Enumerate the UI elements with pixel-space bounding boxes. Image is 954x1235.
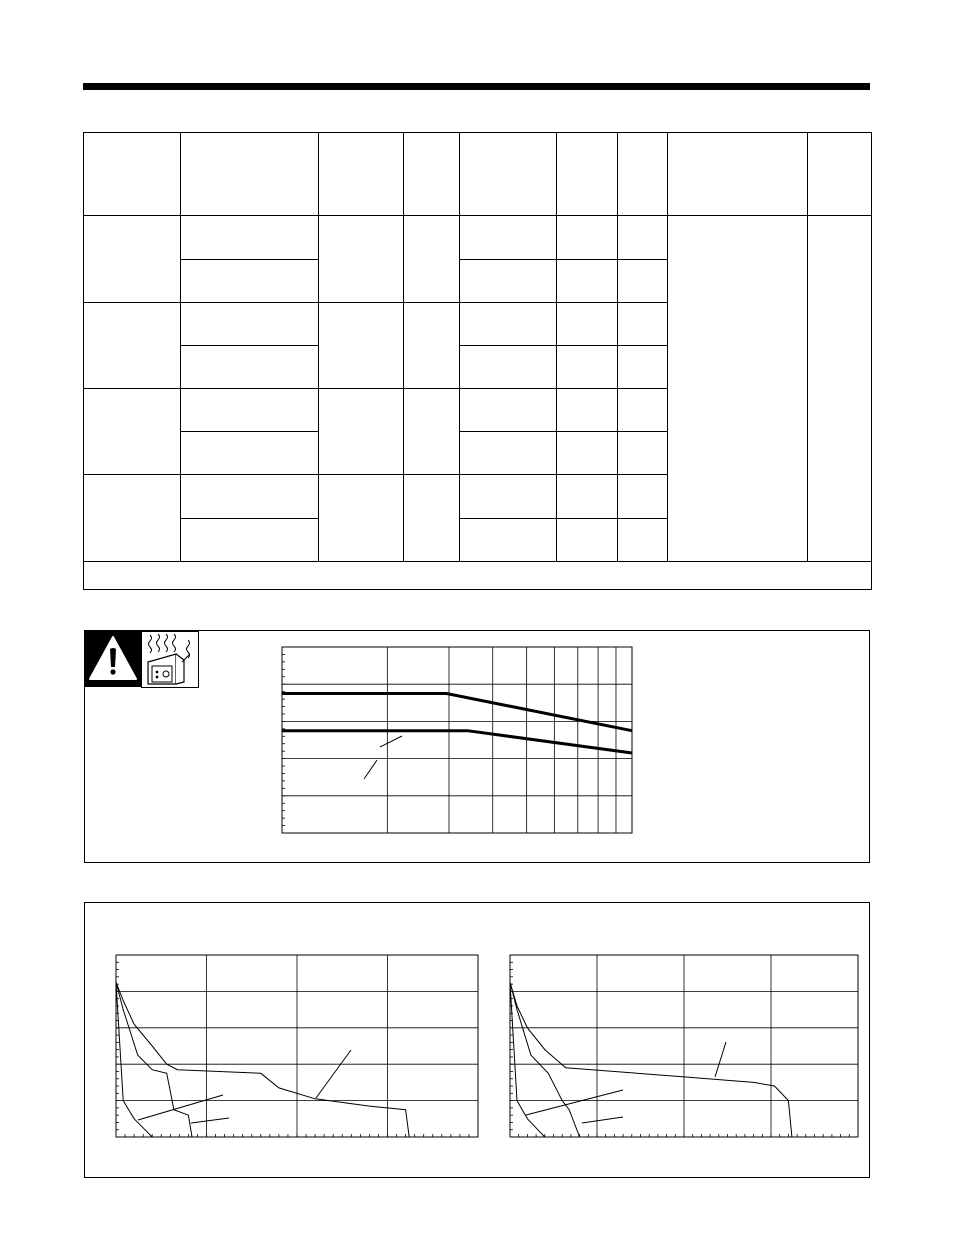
table-cell-merged xyxy=(808,216,872,562)
table-cell xyxy=(404,475,460,561)
table-row xyxy=(84,216,872,259)
table-cell xyxy=(460,302,557,345)
table-cell xyxy=(181,518,319,561)
model-cell xyxy=(84,475,181,561)
table-cell xyxy=(557,432,618,475)
volt-ampere-curve xyxy=(510,982,580,1137)
table-cell xyxy=(404,302,460,388)
table-cell xyxy=(181,216,319,259)
volt-ampere-curve xyxy=(510,982,792,1137)
table-cell xyxy=(460,518,557,561)
table-footnote xyxy=(84,561,872,589)
header-cell xyxy=(808,133,872,216)
volt-ampere-curve xyxy=(116,982,192,1137)
table-cell xyxy=(557,475,618,518)
table-cell xyxy=(181,259,319,302)
header-cell xyxy=(618,133,668,216)
table-cell xyxy=(618,216,668,259)
table-cell xyxy=(181,302,319,345)
header-cell xyxy=(181,133,319,216)
table-cell xyxy=(181,345,319,388)
overheating-equipment-icon xyxy=(141,631,199,688)
duty-cycle-series-line xyxy=(282,694,632,731)
table-cell xyxy=(618,518,668,561)
table-cell xyxy=(181,475,319,518)
volt-ampere-chart-left xyxy=(116,955,480,1139)
volt-ampere-curve xyxy=(510,982,545,1137)
table-cell xyxy=(557,389,618,432)
callout-leader xyxy=(380,736,402,747)
table-cell xyxy=(618,475,668,518)
model-cell xyxy=(84,216,181,302)
callout-leader xyxy=(715,1042,726,1077)
callout-leader xyxy=(138,1095,223,1120)
callout-leader xyxy=(526,1090,623,1115)
table-cell xyxy=(319,475,404,561)
plot-frame xyxy=(282,647,632,833)
table-cell xyxy=(460,216,557,259)
table-header-row xyxy=(84,133,872,216)
table-cell xyxy=(557,216,618,259)
table-cell xyxy=(319,216,404,302)
table-cell-merged xyxy=(668,216,808,562)
header-cell xyxy=(460,133,557,216)
table-cell xyxy=(618,259,668,302)
table-cell xyxy=(319,302,404,388)
callout-leader xyxy=(316,1050,351,1098)
table-cell xyxy=(460,389,557,432)
model-cell xyxy=(84,389,181,475)
header-cell xyxy=(557,133,618,216)
header-cell xyxy=(84,133,181,216)
table-cell xyxy=(460,345,557,388)
table-cell xyxy=(618,302,668,345)
volt-ampere-curves-panel xyxy=(84,902,870,1178)
table-cell xyxy=(460,259,557,302)
table-footnote-row xyxy=(84,561,872,589)
specifications-table xyxy=(83,132,872,590)
table-cell xyxy=(460,432,557,475)
table-cell xyxy=(557,302,618,345)
volt-ampere-curve xyxy=(116,982,152,1137)
table-cell xyxy=(618,345,668,388)
top-rule xyxy=(83,83,870,90)
table-cell xyxy=(618,389,668,432)
warning-triangle-icon xyxy=(85,631,141,687)
callout-leader xyxy=(582,1117,623,1123)
table-cell xyxy=(319,389,404,475)
table-cell xyxy=(557,259,618,302)
table-cell xyxy=(557,345,618,388)
header-cell xyxy=(404,133,460,216)
duty-cycle-chart xyxy=(282,647,634,834)
callout-leader xyxy=(191,1118,229,1123)
table-cell xyxy=(557,518,618,561)
table-cell xyxy=(618,432,668,475)
duty-cycle-series-line xyxy=(282,731,632,753)
header-cell xyxy=(668,133,808,216)
duty-cycle-warning-panel xyxy=(84,630,870,863)
table-cell xyxy=(460,475,557,518)
table-cell xyxy=(181,389,319,432)
table-cell xyxy=(404,216,460,302)
volt-ampere-chart-right xyxy=(510,955,860,1139)
header-cell xyxy=(319,133,404,216)
callout-leader xyxy=(364,760,377,779)
model-cell xyxy=(84,302,181,388)
table-cell xyxy=(404,389,460,475)
table-cell xyxy=(181,432,319,475)
